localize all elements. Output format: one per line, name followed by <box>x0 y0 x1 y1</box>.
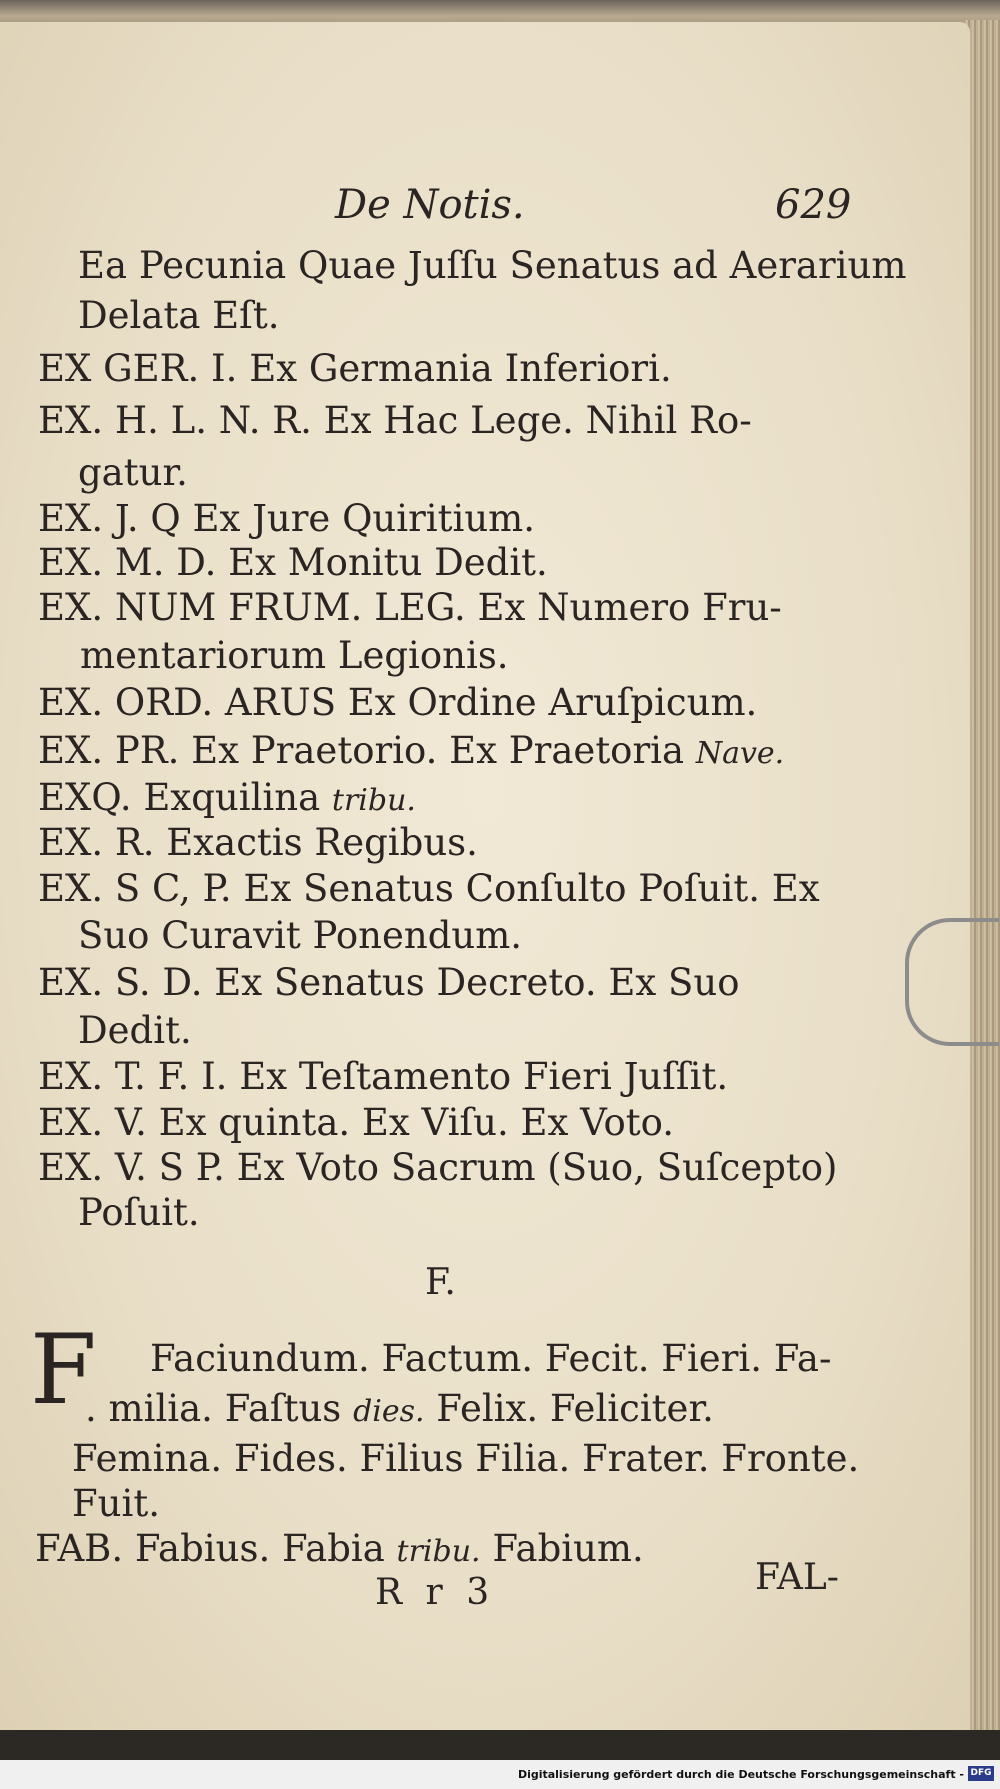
entry-line: EX. T. F. I. Ex Teſtamento Fieri Juſſit. <box>38 1055 729 1098</box>
entry-line: Dedit. <box>78 1009 192 1052</box>
entry-line: EX. V. Ex quinta. Ex Viſu. Ex Voto. <box>38 1101 674 1144</box>
entry-line: EX. NUM FRUM. LEG. Ex Numero Fru- <box>38 586 782 629</box>
credit-text: Digitalisierung gefördert durch die Deutsche Forschungsgemeinschaft - <box>517 1768 964 1781</box>
dfg-logo: DFG <box>968 1766 994 1781</box>
entry-line: EX. H. L. N. R. Ex Hac Lege. Nihil Ro- <box>38 399 752 442</box>
entry-line: EXQ. Exquilina tribu. <box>38 776 416 819</box>
section-heading: F. <box>425 1262 456 1303</box>
page-number: 629 <box>775 182 852 228</box>
entry-line: Ea Pecunia Quae Juſſu Senatus ad Aerarium <box>78 244 907 287</box>
entry-line: EX. ORD. ARUS Ex Ordine Aruſpicum. <box>38 681 758 724</box>
entry-line: Femina. Fides. Filius Filia. Frater. Fronte. <box>72 1437 860 1480</box>
catchword: FAL- <box>755 1557 839 1598</box>
entry-line: EX. R. Exactis Regibus. <box>38 821 478 864</box>
entry-line: EX. J. Q Ex Jure Quiritium. <box>38 497 535 540</box>
drop-capital: F <box>30 1314 97 1426</box>
entry-line: EX. S C, P. Ex Senatus Conſulto Poſuit. Ex <box>38 867 820 910</box>
running-header: De Notis. <box>335 182 525 228</box>
entry-line: FAB. Fabius. Fabia tribu. Fabium. <box>35 1527 644 1570</box>
book-page <box>0 22 970 1730</box>
credit-bar <box>0 1760 1000 1789</box>
signature-mark: R r 3 <box>375 1572 496 1613</box>
entry-line: Faciundum. Factum. Fecit. Fieri. Fa- <box>150 1337 832 1380</box>
entry-line: Poſuit. <box>78 1191 200 1234</box>
entry-line: EX GER. I. Ex Germania Inferiori. <box>38 347 672 390</box>
entry-line: EX. S. D. Ex Senatus Decreto. Ex Suo <box>38 961 740 1004</box>
entry-line: gatur. <box>78 451 188 494</box>
entry-line: EX. V. S P. Ex Voto Sacrum (Suo, Suſcepto) <box>38 1146 838 1189</box>
entry-line: EX. M. D. Ex Monitu Dedit. <box>38 541 548 584</box>
entry-line: Delata Eſt. <box>78 294 280 337</box>
page-clip <box>905 918 999 1046</box>
page-stack-edge <box>965 20 1000 1755</box>
entry-line: mentariorum Legionis. <box>80 634 509 677</box>
entry-line: Suo Curavit Ponendum. <box>78 914 523 957</box>
entry-line: EX. PR. Ex Praetorio. Ex Praetoria Nave. <box>38 729 785 772</box>
scan-bottom-edge <box>0 1730 1000 1760</box>
entry-line: Fuit. <box>72 1482 160 1525</box>
entry-line: . milia. Faſtus dies. Felix. Feliciter. <box>85 1387 714 1430</box>
